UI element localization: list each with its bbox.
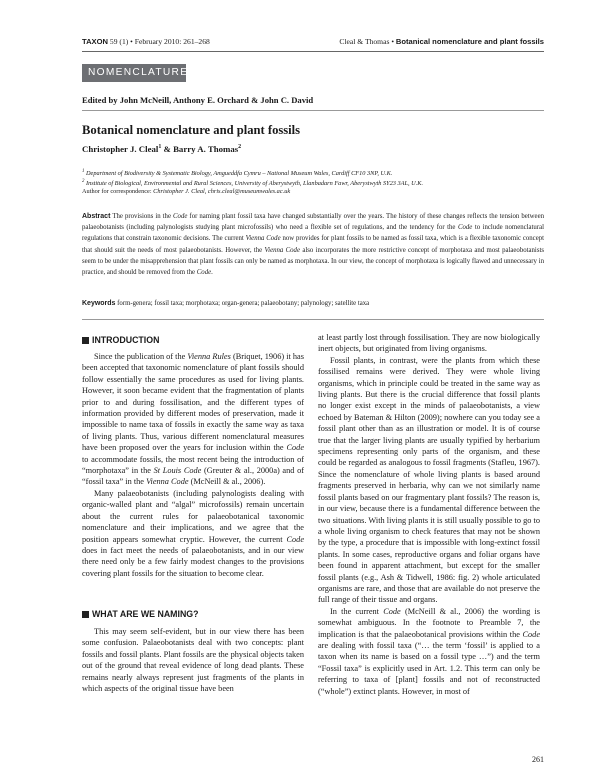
abstract-text: for naming plant fossil taxa have changed substantially over the years. The history of these changes reflects the tension between palaeobotanists (including palynologists studying plant microfossils) who need a flexible set of regulations, and the tendency for the (82, 213, 544, 232)
abstract-code: Code (457, 224, 473, 232)
affiliation-1-num: 1 (82, 169, 85, 174)
affiliation-1-text: Department of Biodiversity & Systematic Biology, Amgueddfa Cymru – National Museum Wales, Cardiff CF10 3NP, U.K. (85, 170, 393, 178)
page-number: 261 (532, 755, 544, 764)
naming-body (82, 626, 304, 694)
abstract-text: now provides for plant fossils to be named as fossil taxa, which is a flexible taxonomic concept that should suit the needs of most palaeobotanists. However, the (82, 235, 545, 254)
keywords-label: Keywords (82, 300, 116, 307)
editors-rule (82, 110, 544, 111)
author-list (82, 144, 241, 154)
author-2-affil: 2 (238, 144, 242, 151)
correspondence-label: Author for correspondence: (82, 188, 154, 195)
naming-heading-text: WHAT ARE WE NAMING? (92, 609, 199, 619)
correspondence (82, 187, 544, 197)
naming-paragraph-1: This may seem self-evident, but in our view there has been some confusion. Palaeobotanists deal with two concepts: plant fossils and fossil plants. Plant fossils are the physical objects taken out of the ground that reveal evidence of long dead plants. These remains nearly always represent just fragments of the plants in which aspects of the original tissue have been (82, 627, 304, 694)
article-title: Botanical nomenclature and plant fossils (82, 123, 301, 137)
italic-run: Vienna Rules (187, 352, 231, 361)
affiliation-2-num: 2 (82, 179, 85, 184)
abstract-text: to include nomenclatural regulations that constrain taxonomic decisions. The current (82, 224, 544, 243)
running-title: Botanical nomenclature and plant fossils (395, 37, 544, 46)
running-authors: Cleal & Thomas • (339, 37, 394, 46)
italic-run: Code (286, 443, 304, 453)
section-banner (82, 64, 189, 82)
italic-run: Code (522, 629, 540, 639)
keywords-text: form-genera; fossil taxa; morphotaxa; organ-genera; palaeobotany; palynology; satellite taxa (115, 300, 370, 307)
journal-name: TAXON (82, 37, 109, 46)
abstract-code: Vienna Code (245, 235, 281, 243)
italic-run: St Louis Code (153, 466, 202, 476)
right-paragraph-1: Fossil plants, in contrast, were the plants from which these fossilised remains were derived. They were whole living organisms, which in principle could be treated in the same way as living plants. But there is the crucial difference that fossil plants no longer exist except in the minds of palaeobotanists, a view echoed by Bateman & Hilton (2009); nowhere can you today see a fossil plant other than as an illustration or model. It is of course true that the larger living plants are usually typified by herbarium specimens representing only parts of the organism, and these could be regarded as analogous to fossil fragments (Stafleu, 1967). Since the nomenclature of whole living plants is based around fragments preserved in herbaria, why can we not similarly name fossil plants based on our fragmentary plant fossils? The reason is, in our view, because there is a fundamental difference between the two situations. With living plants it is still usually possible to go to a whole living organism to check features that may not be shown by the type, a procedure that is impossible with long-extinct fossil plants. In some cases, reproductive organs and foliar organs have been found in apparent attachment, but except for the smaller fossil plants (e.g., Ash & Tidwell, 1986: fig. 2) whole articulated organisms are rare, and those that are available do not preserve the full range of their tissue and organs. (318, 355, 540, 605)
abstract-code: Vienna Code (264, 246, 300, 254)
square-bullet-icon (82, 611, 89, 618)
right-column-body (318, 332, 540, 697)
right-paragraph-2: In the current Code (McNeill & al., 2006) the wording is somewhat ambiguous. In the footnote to Preamble 7, the implication is that the palaeobotanical provisions within the Code are dealing with fossil taxa (“… the term ‘fossil’ is applied to a taxon when its name is based on a fossil type …”) and the term “Fossil taxa” is explicitly used in Art. 1.2. This term can only be referring to taxa of [plant] fossils and not of reconstructed (“whole”) extinct plants. However, in most of (318, 606, 540, 696)
abstract-label: Abstract (82, 213, 111, 220)
correspondence-name: Christopher J. Cleal, chris.cleal@museumwales.ac.uk (153, 188, 291, 195)
intro-body (82, 351, 304, 579)
author-separator: & (161, 144, 174, 154)
running-head-left (82, 37, 210, 46)
intro-paragraph-2: Many palaeobotanists (including palynologists dealing with organic-walled plant and “algal” microfossils) remain uncertain about the current rules for palaeobotanical taxonomic nomenclature and their implications, and we agree that the position appears somewhat cryptic. However, the current Code does in fact meet the needs of palaeobotanists, and in our view there need only be a few fairly modest changes to the provisions covering plant fossils for the situation to become clear. (82, 488, 304, 578)
intro-heading (82, 335, 159, 345)
author-1: Christopher J. Cleal (82, 144, 159, 154)
right-paragraph-0: at least partly lost through fossilisation. They are now biologically inert objects, but originated from living organisms. (318, 333, 540, 354)
section-banner-label: NOMENCLATURE (88, 67, 189, 78)
abstract-text: . (211, 269, 213, 277)
abstract-text: also incorporates the more restrictive concept of morphotaxa and most palaeobotanists seem to be under the misapprehension that plant fossils can only be named as morphotaxa. In our view, the concept of morphotaxa is logically flawed and unnecessary in practice, and should be removed from the (82, 246, 544, 277)
header-rule (82, 51, 544, 52)
italic-run: Code (286, 534, 304, 544)
editors-line: Edited by John McNeill, Anthony E. Orchard & John C. David (82, 95, 314, 105)
issue-info: 59 (1) • February 2010: 261–268 (109, 37, 210, 46)
abstract-code: Code (173, 213, 188, 220)
italic-run: Vienna Code (146, 477, 189, 487)
running-head (82, 37, 544, 49)
author-2: Barry A. Thomas (173, 144, 239, 154)
keywords (82, 300, 544, 307)
abstract (82, 211, 544, 278)
abstract-rule (82, 319, 544, 320)
abstract-text: The provisions in the (110, 213, 174, 220)
square-bullet-icon (82, 337, 89, 344)
author-1-affil: 1 (158, 144, 162, 151)
naming-heading (82, 609, 199, 619)
intro-paragraph-1: Since the publication of the Vienna Rules (Briquet, 1906) it has been accepted that taxonomic nomenclature of plant fossils should follow essentially the same procedures as used for living plants. However, it soon became evident that the fragmentation of plants prior to and during fossilisation, and the different types of information provided by different modes of preservation, made it impossible to name taxa of fossils in exactly the same way as taxa of living plants. Thus, various different nomenclatural measures have been proposed over the years for inclusion within the Code to accommodate fossils, the most recent being the introduction of “morphotaxa” in the St Louis Code (Greuter & al., 2000a) and of “fossil taxa” in the Vienna Code (McNeill & al., 2006). (82, 352, 304, 487)
italic-run: Code (383, 606, 401, 616)
affiliation-2-text: Institute of Biological, Environmental and Rural Sciences, University of Aberystwyth, Llanbadarn Fawr, Aberystwyth SY23 3AL, U.K. (85, 180, 424, 188)
running-head-right (339, 37, 544, 46)
abstract-code: Code (196, 269, 212, 277)
intro-heading-text: INTRODUCTION (92, 335, 160, 345)
